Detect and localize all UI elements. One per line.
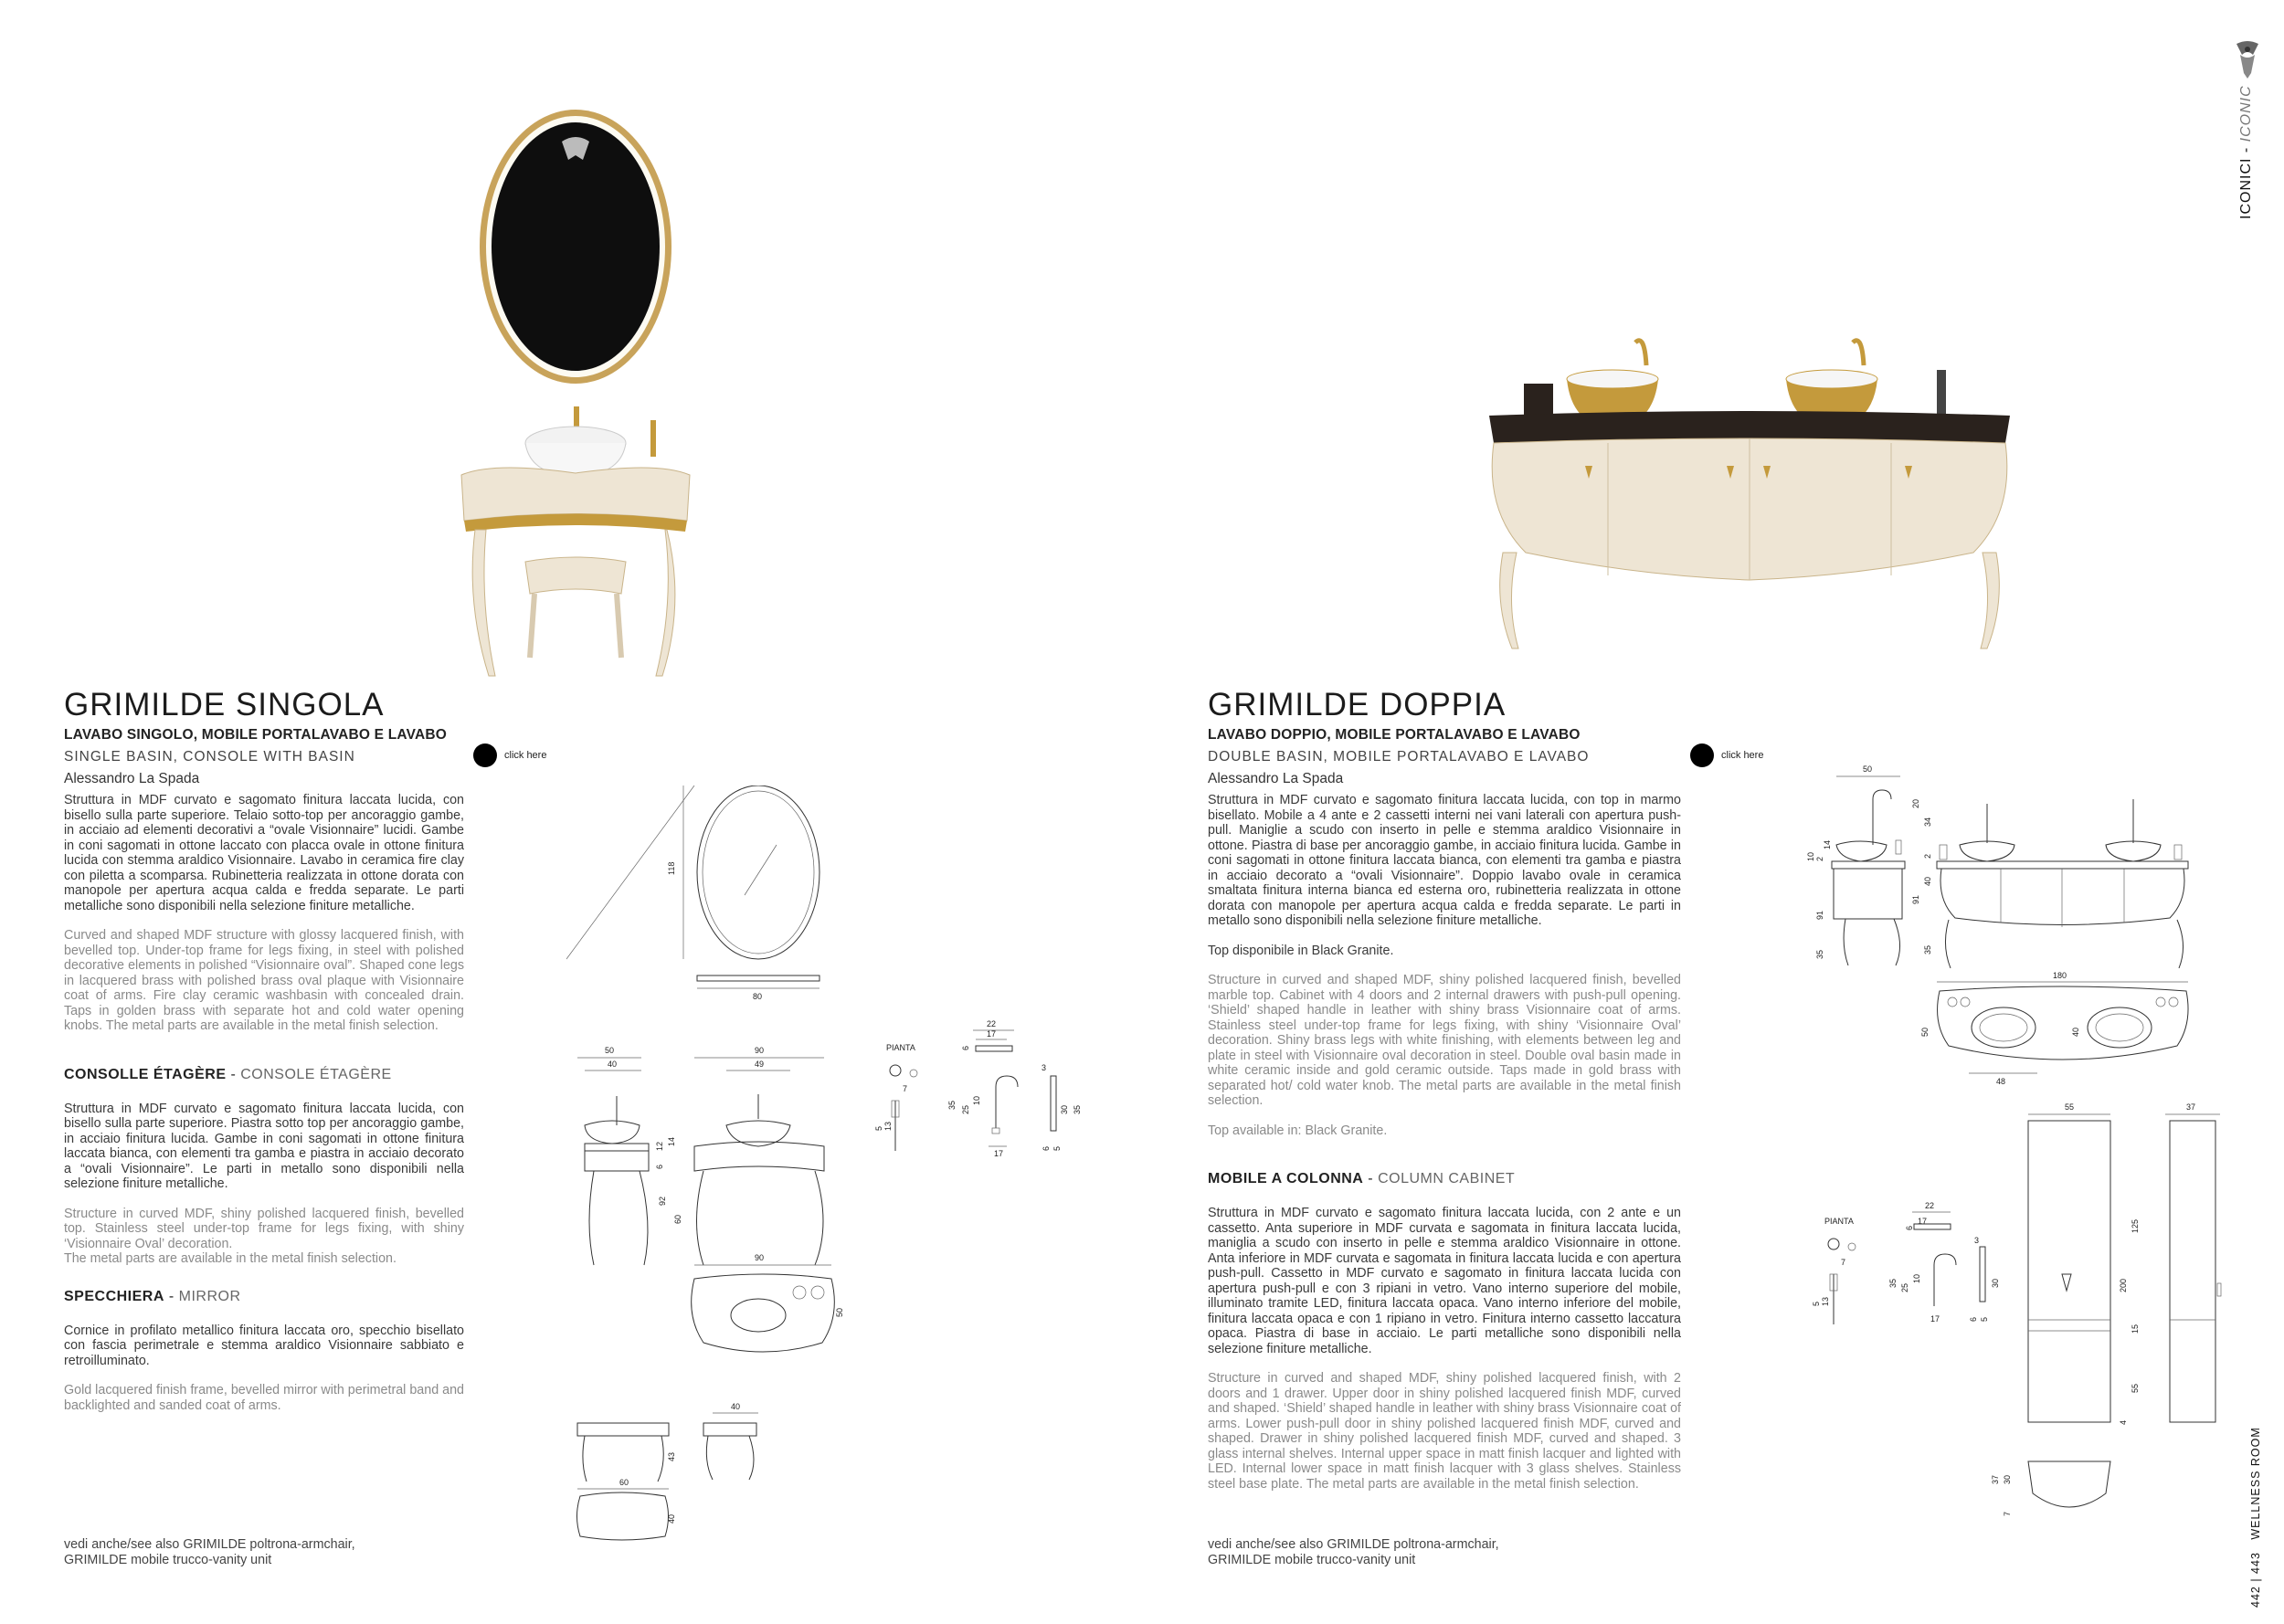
dim-tap-6: 6 xyxy=(1905,1225,1914,1230)
dim-tap-30: 30 xyxy=(1060,1104,1069,1114)
top-availability-en: Top available in: Black Granite. xyxy=(1208,1123,1388,1138)
dim-plan-depth: 50 xyxy=(1920,1027,1930,1037)
plan-label: PIANTA xyxy=(886,1043,915,1052)
designer-name: Alessandro La Spada xyxy=(64,771,200,786)
dim-col-125: 125 xyxy=(2131,1218,2140,1233)
description-it: Struttura in MDF curvato e sagomato finitura laccata lucida, con top in marmo bisellato. Mobile a 4 ante e 2 cassetti interni nei vani laterali con apertura push-pull. Maniglie a scudo con inserto in pelle e stemma araldico Visionnaire in ottone. Piastra di base per ancoraggio gambe, in acciaio finitura lucida. Gambe in coni sagomati in ottone finitura laccata bianca, con elementi tra gamba e piastra in acciaio decorato a “ovali Visionnaire”. Doppio lavabo ovale in ceramica smaltata finitura interna bianca ed esterna oro, rubinetteria realizzata in ottone dorata con manopole per apertura acqua calda e fredda separate. Le parti in metallo sono disponibili nella selezione finiture metalliche. xyxy=(1208,793,1681,928)
dim-side-width: 50 xyxy=(605,1046,615,1055)
dim-tap-13: 13 xyxy=(883,1121,893,1131)
dim-col-55: 55 xyxy=(2131,1383,2140,1393)
product-subtitle-it: LAVABO DOPPIO, MOBILE PORTALAVABO E LAVABO xyxy=(1208,727,1581,743)
product-subtitle-it: LAVABO SINGOLO, MOBILE PORTALAVABO E LAVABO xyxy=(64,727,448,743)
dim-stool-width: 60 xyxy=(619,1478,629,1487)
dim-fr20: 20 xyxy=(1911,798,1920,808)
dim-mirror-width: 80 xyxy=(753,992,763,1001)
brand-logo xyxy=(2229,37,2266,82)
footer-tab xyxy=(2249,1427,2262,1608)
dim-tap-5: 5 xyxy=(874,1125,883,1131)
console-description-en: Structure in curved MDF, shiny polished lacquered finish, bevelled top. Stainless steel under-top frame for legs fixing, with shiny ‘Visionnaire Oval’ decoration. The metal parts are available in the metal finish selection. xyxy=(64,1206,464,1266)
dim-tap-5b: 5 xyxy=(1052,1145,1062,1151)
technical-drawings-doppia xyxy=(1804,763,2225,1530)
click-here-button[interactable] xyxy=(1690,743,1763,767)
mirror-description-en: Gold lacquered finish frame, bevelled mirror with perimetral band and backlighted and sanded coat of arms. xyxy=(64,1383,464,1413)
dim-h2: 2 xyxy=(1815,856,1824,861)
dim-tap-17b: 17 xyxy=(1930,1314,1940,1323)
dim-front-width2: 49 xyxy=(755,1060,765,1069)
dim-tap-35: 35 xyxy=(1888,1278,1898,1288)
section-heading-en: CONSOLE ÉTAGÈRE xyxy=(240,1066,392,1082)
dim-stool-side: 40 xyxy=(731,1402,741,1411)
dim-plan-depth: 50 xyxy=(835,1307,844,1317)
dim-tap-17b: 17 xyxy=(994,1149,1004,1158)
dim-side-width: 50 xyxy=(1863,765,1873,774)
section-heading-column-cabinet: MOBILE A COLONNA - COLUMN CABINET xyxy=(1208,1171,1516,1186)
dim-fr2: 2 xyxy=(1923,853,1932,859)
dim-tap-17: 17 xyxy=(1918,1217,1928,1226)
section-name: WELLNESS ROOM xyxy=(2249,1427,2262,1540)
click-dot-icon xyxy=(473,743,497,767)
product-subtitle-en: DOUBLE BASIN, MOBILE PORTALAVABO E LAVABO xyxy=(1208,749,1590,765)
dim-col-200: 200 xyxy=(2119,1278,2128,1292)
dim-fr35: 35 xyxy=(1923,944,1932,954)
dim-base-37: 37 xyxy=(1991,1474,2000,1484)
technical-drawings-singola xyxy=(566,786,1115,1571)
dim-col-4: 4 xyxy=(2119,1419,2128,1425)
dim-tap-5b: 5 xyxy=(1980,1316,1989,1322)
see-also-note: vedi anche/see also GRIMILDE poltrona-armchair, GRIMILDE mobile trucco-vanity unit xyxy=(64,1537,355,1567)
dim-tap-10: 10 xyxy=(972,1095,981,1105)
product-title: GRIMILDE DOPPIA xyxy=(1208,687,1507,722)
dim-side-width2: 40 xyxy=(608,1060,618,1069)
dim-stool-depth: 40 xyxy=(667,1513,676,1524)
dim-tap-3: 3 xyxy=(1974,1236,1980,1245)
dim-tap-7: 7 xyxy=(1841,1258,1846,1267)
dim-h92: 92 xyxy=(658,1196,667,1206)
section-heading-it: CONSOLLE ÉTAGÈRE xyxy=(64,1066,227,1082)
dim-tap-10: 10 xyxy=(1912,1273,1921,1283)
description-it: Struttura in MDF curvato e sagomato finitura laccata lucida, con bisello sulla parte superiore. Telaio sotto-top per ancoraggio gambe, in acciaio ad elementi decorativi a “ovale Visionnaire” lucidi. Gambe in coni sagomati in ottone laccato con placca ovale in ottone finitura lucida con stemma araldico Visionnaire. Lavabo in ceramica fire clay con piletta a scomparsa. Rubinetteria realizzata in ottone dorata con manopole per apertura acqua calda e fredda separate. Le parti metalliche sono disponibili nella selezione finiture metalliche. xyxy=(64,793,464,913)
section-heading-it: SPECCHIERA xyxy=(64,1288,164,1304)
dim-col-depth: 37 xyxy=(2186,1102,2196,1112)
dim-tap-6: 6 xyxy=(961,1045,970,1050)
dim-h60: 60 xyxy=(673,1214,682,1224)
dim-tap-13: 13 xyxy=(1821,1296,1830,1306)
top-availability-it: Top disponibile in Black Granite. xyxy=(1208,943,1394,958)
dim-tap-3: 3 xyxy=(1042,1063,1047,1072)
section-heading-it: MOBILE A COLONNA xyxy=(1208,1171,1364,1186)
page-numbers: 442 | 443 xyxy=(2249,1552,2262,1608)
dim-fr34: 34 xyxy=(1923,817,1932,827)
product-title: GRIMILDE SINGOLA xyxy=(64,687,385,722)
dim-tap-5: 5 xyxy=(1812,1301,1821,1306)
side-tab-sep: - xyxy=(2238,142,2254,158)
dim-h14: 14 xyxy=(667,1136,676,1146)
dim-tap-25: 25 xyxy=(1900,1282,1909,1292)
column-description-en: Structure in curved and shaped MDF, shiny polished lacquered finish, with 2 doors and 1 drawer. Upper door in shiny polished lacquered finish MDF, curved and shaped. ‘Shield’ shaped handle in leather with shiny brass Visionnaire coat of arms. Lower push-pull door in shiny polished lacquered finish MDF, curved and shaped. Drawer in shiny polished lacquered finish MDF, curved and shaped. 3 glass internal shelves. Internal upper space in matt finish lacquer and lighted with LED. Internal lower space in matt finish lacquer with 3 glass shelves. Stainless steel base plate. The metal parts are available in the metal finish selection. xyxy=(1208,1371,1681,1492)
dim-stool-height: 43 xyxy=(667,1451,676,1461)
designer-name: Alessandro La Spada xyxy=(1208,771,1344,786)
dim-tap-25: 25 xyxy=(961,1104,970,1114)
click-here-button[interactable] xyxy=(473,743,546,767)
dim-tap-30: 30 xyxy=(1991,1278,2000,1288)
dim-plan-width: 180 xyxy=(2053,971,2067,980)
dim-col-15: 15 xyxy=(2131,1323,2140,1334)
side-section-tab xyxy=(2238,85,2255,219)
dim-h91: 91 xyxy=(1815,910,1824,920)
side-tab-en: ICONIC xyxy=(2238,85,2254,142)
dim-tap-35: 35 xyxy=(947,1100,957,1110)
dim-h14: 14 xyxy=(1823,839,1832,849)
click-here-label: click here xyxy=(504,750,547,761)
plan-label: PIANTA xyxy=(1824,1217,1854,1226)
dim-plan-48: 48 xyxy=(1996,1077,2006,1086)
dim-tap-22: 22 xyxy=(1925,1201,1935,1210)
section-heading-en: COLUMN CABINET xyxy=(1378,1171,1516,1186)
mirror-description-it: Cornice in profilato metallico finitura laccata oro, specchio bisellato con fascia perimetrale e stemma araldico Visionnaire sabbiato e retroilluminato. xyxy=(64,1323,464,1368)
dim-base-7: 7 xyxy=(2003,1511,2012,1516)
section-heading-mirror: SPECCHIERA - MIRROR xyxy=(64,1288,241,1304)
column-description-it: Struttura in MDF curvato e sagomato finitura laccata lucida, con 2 ante e un cassetto. Anta superiore in MDF curvata e sagomata in finitura laccata lucida, maniglia a scudo con inserto in pelle e stemma araldico Visionnaire in ottone. Anta inferiore in MDF curvata e sagomata in finitura laccata lucida e con apertura push-pull. Cassetto in MDF curvato e sagomato in finitura laccata lucida con apertura push-pull e con 3 ripiani in vetro. Vano interno superiore del mobile, illuminato tramite LED, finitura laccata opaca. Vano interno inferiore del mobile, finitura laccata opaca e con 1 ripiano in vetro. Finitura interno cassetto laccatura opaca. Piastra di base in acciaio. Le parti metalliche sono disponibili nella selezione finiture metalliche. xyxy=(1208,1206,1681,1356)
side-tab-it: ICONICI xyxy=(2238,157,2254,219)
dim-tap-6b: 6 xyxy=(1042,1145,1051,1151)
coat-of-arms-icon xyxy=(2229,37,2266,82)
description-en: Structure in curved and shaped MDF, shiny polished lacquered finish, bevelled marble top. Cabinet with 4 doors and 2 internal drawers with push-pull opening. ‘Shield’ shaped handle in leather with shiny brass Visionnaire coat of arms. Stainless steel under-top frame for legs fixing, with shiny ‘Visionnaire Oval’ decoration. Shiny brass legs with white finishing, with elements between leg and plate in steel with Visionnaire oval decoration in steel. Double oval basin made in white ceramic inside and gold ceramic outside. Taps made in gold brass with separated hot/ cold water knob. The metal parts are available in the metal finish selection. xyxy=(1208,973,1681,1108)
dim-tap-17: 17 xyxy=(987,1029,997,1039)
product-photo-doppia xyxy=(1480,329,2019,667)
product-photo-singola xyxy=(439,91,713,685)
section-heading-en: MIRROR xyxy=(178,1288,241,1304)
click-dot-icon xyxy=(1690,743,1714,767)
dim-h35: 35 xyxy=(1815,949,1824,959)
dim-plan-width: 90 xyxy=(755,1253,765,1262)
dim-front-width: 90 xyxy=(755,1046,765,1055)
dim-h12: 12 xyxy=(655,1141,664,1151)
dim-h6: 6 xyxy=(655,1164,664,1169)
dim-fr40: 40 xyxy=(1923,876,1932,886)
dim-mirror-height: 118 xyxy=(667,861,676,875)
see-also-note: vedi anche/see also GRIMILDE poltrona-armchair, GRIMILDE mobile trucco-vanity unit xyxy=(1208,1537,1499,1567)
console-description-it: Struttura in MDF curvato e sagomato finitura laccata lucida, con bisello sulla parte superiore. Piastra sotto top per ancoraggio gambe, in acciaio finitura lucida. Gambe in coni sagomati in ottone finitura laccata bianca, con elementi tra gamba e piastra in acciaio decorato a “ovali Visionnaire”. Le parti in metallo sono disponibili nella selezione finiture metalliche. xyxy=(64,1101,464,1191)
dim-tap-35b: 35 xyxy=(1073,1104,1082,1114)
dim-h10: 10 xyxy=(1806,851,1815,861)
dim-tap-22: 22 xyxy=(987,1019,997,1028)
product-subtitle-en: SINGLE BASIN, CONSOLE WITH BASIN xyxy=(64,749,355,765)
dim-col-width: 55 xyxy=(2065,1102,2075,1112)
dim-tap-7: 7 xyxy=(903,1084,908,1093)
section-heading-console: CONSOLLE ÉTAGÈRE - CONSOLE ÉTAGÈRE xyxy=(64,1066,392,1082)
dim-tap-6b: 6 xyxy=(1969,1316,1978,1322)
click-here-label: click here xyxy=(1721,750,1764,761)
description-en: Curved and shaped MDF structure with glossy lacquered finish, with bevelled top. Under-top frame for legs fixing, in steel with polished decorative elements in polished “Visionnaire oval”. Shaped cone legs in lacquered brass with polished brass oval plaque with Visionnaire coat of arms. Fire clay ceramic washbasin with concealed drain. Taps in golden brass with separate hot and cold water opening knobs. The metal parts are available in the metal finish selection. xyxy=(64,928,464,1033)
dim-plan-40: 40 xyxy=(2071,1027,2080,1037)
dim-fr91: 91 xyxy=(1911,894,1920,904)
dim-base-30: 30 xyxy=(2003,1474,2012,1484)
